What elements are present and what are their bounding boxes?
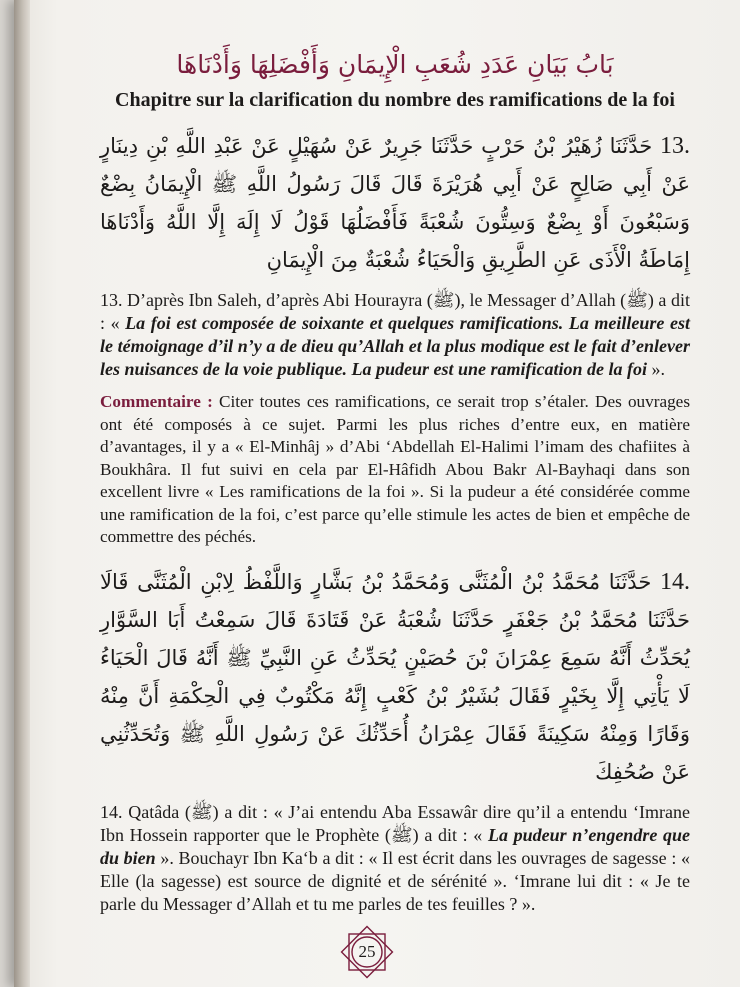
page-number: 25: [358, 942, 376, 961]
hadith-14-french: [100, 801, 690, 916]
hadith-13-french-intro: 13. D’après Ibn Saleh, d’après Abi Hourayra (ﷺ), le Messager d’Allah (ﷺ) a dit : «: [100, 290, 690, 333]
hadith-14-arabic-text: حَدَّثَنَا مُحَمَّدُ بْنُ الْمُثَنَّى وَمُحَمَّدُ بْنُ بَشَّارٍ وَاللَّفْظُ لِابْنِ الْمُثَنَّى قَالَا حَدَّثَنَا مُحَمَّدُ بْنُ جَعْفَرٍ حَدَّثَنَا شُعْبَةُ عَنْ قَتَادَةَ قَالَ سَمِعْتُ أَبَا السَّوَّارِ يُحَدِّثُ أَنَّهُ سَمِعَ عِمْرَانَ بْنَ حُصَيْنٍ يُحَدِّثُ عَنِ النَّبِيِّ ﷺ أَنَّهُ قَالَ الْحَيَاءُ لَا يَأْتِي إِلَّا بِخَيْرٍ فَقَالَ بُشَيْرُ بْنُ كَعْبٍ إِنَّهُ مَكْتُوبٌ فِي الْحِكْمَةِ أَنَّ مِنْهُ وَقَارًا وَمِنْهُ سَكِينَةً فَقَالَ عِمْرَانُ أُحَدِّثُكَ عَنْ رَسُولِ اللَّهِ ﷺ وَتُحَدِّثُنِي عَنْ صُحُفِكَ: [100, 569, 690, 784]
hadith-14-number: 14.: [660, 568, 690, 595]
chapter-title-arabic: بَابُ بَيَانِ عَدَدِ شُعَبِ الْإِيمَانِ وَأَفْضَلِهَا وَأَدْنَاهَا: [176, 50, 614, 79]
hadith-14-french-quote: La pudeur n’engendre que du bien: [100, 824, 690, 868]
hadith-14-french-end: ». Bouchayr Ibn Ka‘b a dit : « Il est écrit dans les ouvrages de sagesse : « Elle (la sagesse) est source de dignité et de sérénité ». ‘Imrane lui dit : « Je te parle du Messager d’Allah et tu me parles de tes feuilles ? ».: [100, 847, 690, 914]
hadith-13-french-quote: La foi est composée de soixante et quelques ramifications. La meilleure est le témoignage d’il n’y a de dieu qu’Allah et la plus modique est le fait d’enlever les nuisances de la voie publique. La pudeur est une ramification de la foi: [100, 313, 690, 379]
book-page: [14, 0, 740, 987]
commentary-label: Commentaire :: [100, 392, 213, 411]
hadith-14-french-intro: 14. Qatâda (ﷺ) a dit : « J’ai entendu Aba Essawâr dire qu’il a entendu ‘Imrane Ibn Hossein rapporter que le Prophète (ﷺ) a dit : «: [100, 801, 690, 845]
page-content: [100, 40, 690, 924]
hadith-13-arabic: [100, 127, 690, 279]
hadith-14-arabic: [100, 563, 690, 791]
hadith-13-french: [100, 289, 690, 381]
hadith-13-arabic-text: حَدَّثَنَا زُهَيْرُ بْنُ حَرْبٍ حَدَّثَنَا جَرِيرٌ عَنْ سُهَيْلٍ عَنْ عَبْدِ اللَّهِ بْنِ دِينَارٍ عَنْ أَبِي صَالِحٍ عَنْ أَبِي هُرَيْرَةَ قَالَ قَالَ رَسُولُ اللَّهِ ﷺ الْإِيمَانُ بِضْعٌ وَسَبْعُونَ أَوْ بِضْعٌ وَسِتُّونَ شُعْبَةً فَأَفْضَلُهَا قَوْلُ لَا إِلَهَ إِلَّا اللَّهُ وَأَدْنَاهَا إِمَاطَةُ الْأَذَى عَنِ الطَّرِيقِ وَالْحَيَاءُ شُعْبَةٌ مِنَ الْإِيمَانِ: [100, 134, 690, 272]
commentary: [100, 391, 690, 549]
hadith-13-number: 13.: [659, 133, 690, 159]
page-number-ornament: [337, 922, 397, 982]
hadith-13-french-end: ».: [647, 359, 666, 379]
chapter-title-french: Chapitre sur la clarification du nombre des ramifications de la foi: [115, 89, 675, 111]
book-spine: [14, 0, 30, 987]
commentary-text: Citer toutes ces ramifications, ce serait trop s’étaler. Des ouvrages ont été composés à ce sujet. Parmi les plus riches d’entre eux, en matière d’avantages, il y a « El-Minhâj » d’Abi ‘Abdellah El-Halimi l’imam des chafiites à Boukhâra. Il fut suivi en cela par El-Hâfidh Abou Bakr Al-Bayhaqi dans son excellent livre « Les ramifications de la foi ». Si la pudeur a été considérée comme une ramification de la foi, c’est parce qu’elle stimule les actes de bien et empêche de commettre des péchés.: [100, 392, 691, 546]
